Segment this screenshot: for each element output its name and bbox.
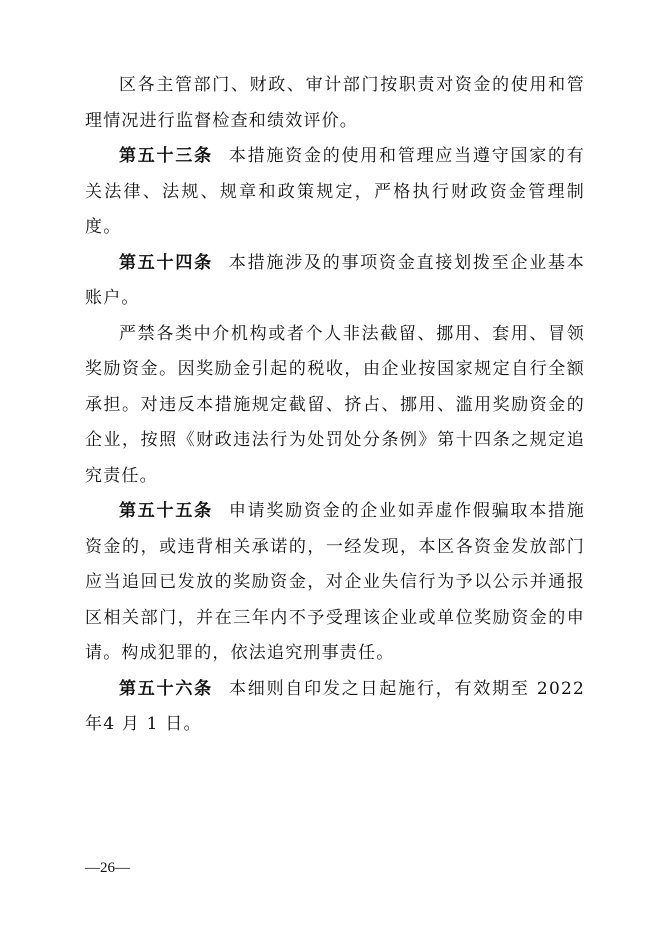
page-number: —26— xyxy=(85,860,130,876)
article-label: 第五十六条 xyxy=(119,678,213,699)
article-label: 第五十四条 xyxy=(119,252,213,273)
article-text: 申请奖励资金的企业如弄虚作假骗取本措施资金的，或违背相关承诺的，一经发现，本区各资金发放部门应当追回已发放的奖励资金，对企业失信行为予以公示并通报区相关部门，并在三年内不予受理该企业或单位奖励资金的申请。构成犯罪的，依法追究刑事责任。 xyxy=(85,501,585,663)
paragraph-text: 区各主管部门、财政、审计部门按职责对资金的使用和管理情况进行监督检查和绩效评价。 xyxy=(85,75,585,131)
article-55 xyxy=(85,494,585,672)
article-54 xyxy=(85,246,585,317)
article-53 xyxy=(85,139,585,246)
article-54-clause xyxy=(85,317,585,495)
article-text: 本措施资金的使用和管理应当遵守国家的有关法律、法规、规章和政策规定，严格执行财政资金管理制度。 xyxy=(85,146,585,237)
article-text: 本细则自印发之日起施行，有效期至 2022 年4 月 1 日。 xyxy=(85,678,585,734)
article-56 xyxy=(85,672,585,743)
article-label: 第五十三条 xyxy=(119,146,213,166)
paragraph-intro xyxy=(85,68,585,139)
document-body xyxy=(85,68,585,743)
article-label: 第五十五条 xyxy=(119,501,213,521)
paragraph-text: 严禁各类中介机构或者个人非法截留、挪用、套用、冒领奖励资金。因奖励金引起的税收，由企业按国家规定自行全额承担。对违反本措施规定截留、挤占、挪用、滥用奖励资金的企业，按照《财政违法行为处罚处分条例》第十四条之规定追究责任。 xyxy=(85,323,585,486)
article-text: 本措施涉及的事项资金直接划拨至企业基本账户。 xyxy=(85,252,585,308)
